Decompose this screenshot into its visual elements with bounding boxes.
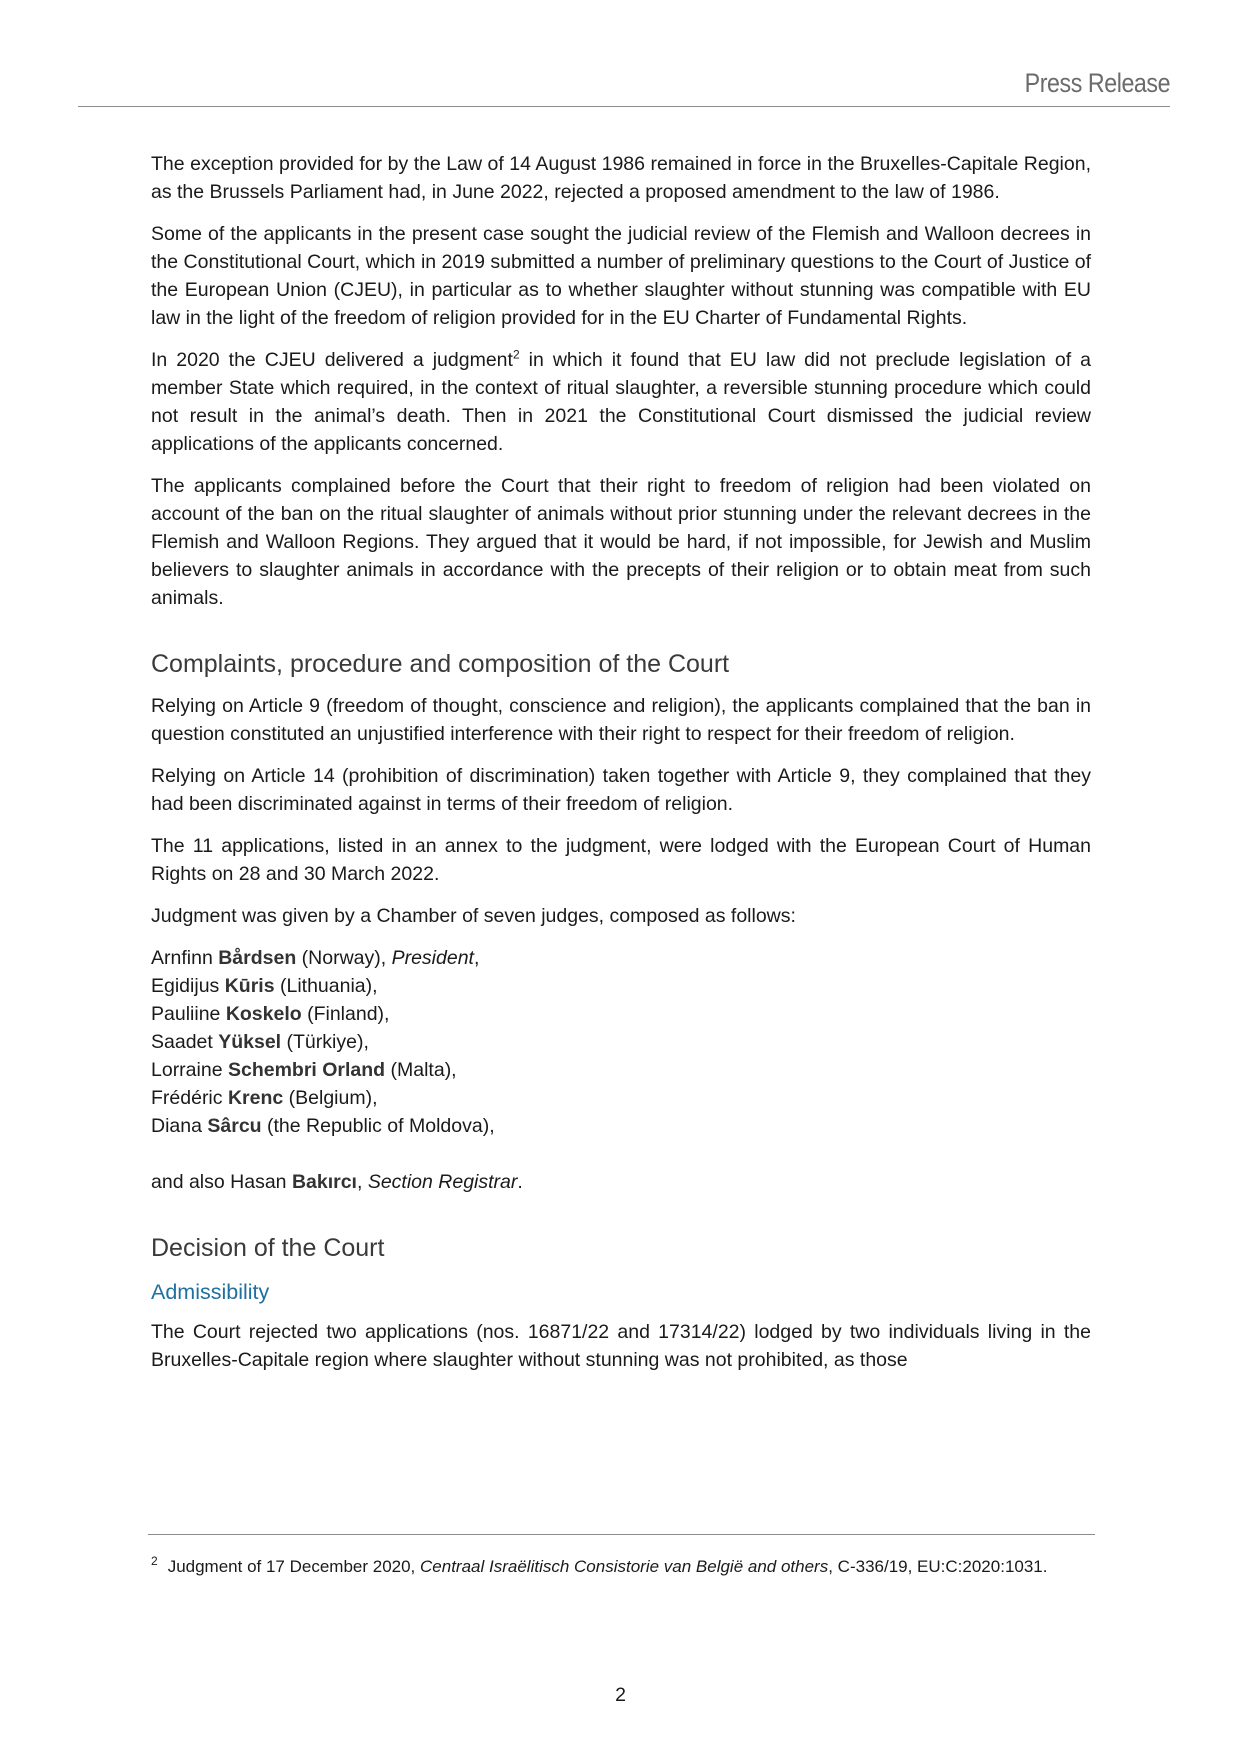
judge-surname: Krenc	[227, 1087, 284, 1109]
judge-first-name: Diana	[151, 1115, 208, 1137]
subheading-admissibility: Admissibility	[151, 1280, 270, 1304]
paragraph-text: In 2020 the CJEU delivered a judgment	[151, 349, 513, 371]
page-header	[78, 62, 1170, 107]
judge-country: (Finland),	[301, 1003, 390, 1025]
header-title: Press Release	[1024, 68, 1170, 98]
footnote-number: 2	[151, 1554, 158, 1569]
footnote-reference[interactable]: 2	[512, 347, 520, 362]
paragraph: The Court rejected two applications (nos. 16871/22 and 17314/22) lodged by two individuals living in the Bruxelles-Capitale region where slaughter without stunning was not prohibited, as those	[151, 1321, 1091, 1371]
judge-role: President	[391, 947, 474, 969]
registrar-role: Section Registrar	[367, 1171, 518, 1193]
judge-entry	[151, 1112, 1091, 1140]
judge-first-name: Lorraine	[151, 1059, 228, 1081]
registrar-separator: ,	[356, 1171, 368, 1193]
footnote-text: Judgment of 17 December 2020,	[167, 1557, 421, 1576]
judge-entry	[151, 944, 1091, 972]
paragraph: Relying on Article 9 (freedom of thought, conscience and religion), the applicants complained that the ban in question constituted an unjustified interference with their right to respect for their freedom of religion.	[151, 695, 1091, 745]
footnote-text: , C-336/19, EU:C:2020:1031.	[828, 1557, 1048, 1576]
paragraph: Relying on Article 14 (prohibition of discrimination) taken together with Article 9, they complained that they had been discriminated against in terms of their freedom of religion.	[151, 765, 1091, 815]
paragraph: The 11 applications, listed in an annex to the judgment, were lodged with the European Court of Human Rights on 28 and 30 March 2022.	[151, 835, 1091, 885]
judge-entry	[151, 1084, 1091, 1112]
judge-entry	[151, 972, 1091, 1000]
main-content	[151, 150, 1091, 1388]
judge-surname: Schembri Orland	[227, 1059, 386, 1081]
paragraph: The applicants complained before the Court that their right to freedom of religion had been violated on account of the ban on the ritual slaughter of animals without prior stunning under the relevant decrees in the Flemish and Walloon Regions. They argued that it would be hard, if not impossible, for Jewish and Muslim believers to slaughter animals in accordance with the precepts of their religion or to obtain meat from such animals.	[151, 475, 1091, 609]
registrar-first-name: and also Hasan	[151, 1171, 292, 1193]
judge-surname: Kūris	[224, 975, 275, 997]
registrar-line	[151, 1168, 1091, 1196]
section-heading-complaints: Complaints, procedure and composition of the Court	[151, 650, 730, 678]
judge-punctuation: ,	[473, 947, 480, 969]
registrar-punctuation: .	[517, 1171, 523, 1193]
judge-country: (Belgium),	[283, 1087, 378, 1109]
footnote	[151, 1554, 1091, 1580]
judge-country: (Norway),	[296, 947, 392, 969]
paragraph	[151, 346, 1091, 458]
judge-country: (Malta),	[385, 1059, 457, 1081]
section-heading-decision: Decision of the Court	[151, 1234, 385, 1262]
judge-country: (Türkiye),	[281, 1031, 369, 1053]
judge-first-name: Arnfinn	[151, 947, 219, 969]
judge-surname: Bårdsen	[218, 947, 297, 969]
judges-list	[151, 944, 1091, 1140]
paragraph: Some of the applicants in the present case sought the judicial review of the Flemish and Walloon decrees in the Constitutional Court, which in 2019 submitted a number of preliminary questions to the Court of Justice of the European Union (CJEU), in particular as to whether slaughter without stunning was compatible with EU law in the light of the freedom of religion provided for in the EU Charter of Fundamental Rights.	[151, 223, 1091, 329]
judge-entry	[151, 1028, 1091, 1056]
paragraph: Judgment was given by a Chamber of seven judges, composed as follows:	[151, 905, 796, 927]
judge-first-name: Egidijus	[151, 975, 225, 997]
footnote-divider	[148, 1534, 1095, 1535]
paragraph: The exception provided for by the Law of 14 August 1986 remained in force in the Bruxelles-Capitale Region, as the Brussels Parliament had, in June 2022, rejected a proposed amendment to the law of 1986.	[151, 153, 1091, 203]
judge-country: (Lithuania),	[274, 975, 378, 997]
judge-surname: Sârcu	[207, 1115, 262, 1137]
judge-surname: Yüksel	[218, 1031, 282, 1053]
paragraph-text: in which it found that EU law did not preclude legislation of a member State which required, in the context of ritual slaughter, a reversible stunning procedure which could not result in the animal’s death. Then in 2021 the Constitutional Court dismissed the judicial review applications of the applicants concerned.	[151, 349, 1091, 455]
registrar-surname: Bakırcı	[291, 1171, 357, 1193]
judge-surname: Koskelo	[225, 1003, 302, 1025]
judge-entry	[151, 1000, 1091, 1028]
judge-entry	[151, 1056, 1091, 1084]
judge-first-name: Frédéric	[151, 1087, 228, 1109]
footnote-case-name: Centraal Israëlitisch Consistorie van België and others	[420, 1557, 829, 1576]
judge-first-name: Saadet	[151, 1031, 219, 1053]
judge-first-name: Pauliine	[151, 1003, 226, 1025]
page-number: 2	[615, 1684, 626, 1706]
judge-country: (the Republic of Moldova),	[261, 1115, 495, 1137]
